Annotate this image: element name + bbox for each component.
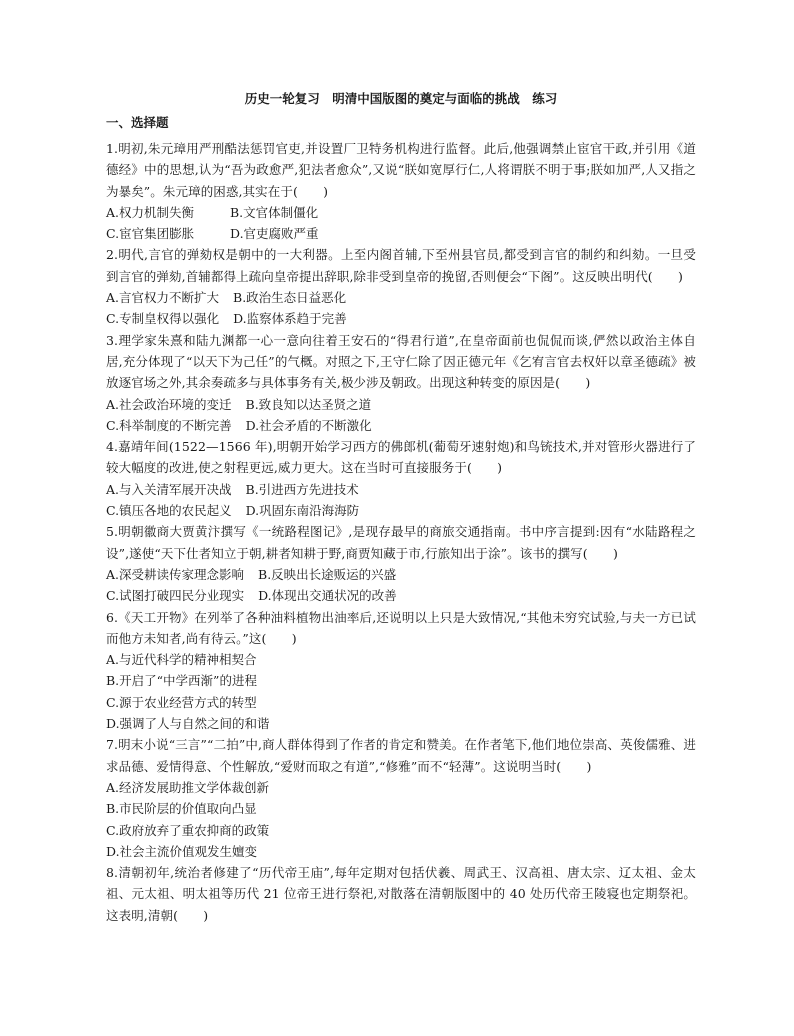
options — [106, 564, 696, 607]
option-b: B.开启了“中学西渐”的进程 — [106, 673, 257, 689]
option-row — [106, 394, 696, 415]
option-c: C.试图打破四民分业现实 — [106, 588, 245, 604]
question-2 — [106, 244, 696, 329]
option-d: D.巩固东南沿海海防 — [245, 503, 360, 519]
option-c: C.科举制度的不断完善 — [106, 417, 232, 433]
option-b: B.反映出长途贩运的兴盛 — [258, 566, 397, 582]
question-stem: 6.《天工开物》在列举了各种油料植物出油率后,还说明以上只是大致情况,“其他未穷究试验,与夫一方已试而他方未知者,尚有待云。”这( ) — [106, 609, 696, 646]
option-d: D.官吏腐败严重 — [230, 226, 319, 242]
option-row — [106, 308, 696, 329]
options — [106, 649, 696, 734]
option-row — [106, 415, 696, 436]
option-a: A.经济发展助推文学体裁创新 — [106, 779, 270, 795]
question-8 — [106, 862, 696, 926]
option-b: B.致良知以达圣贤之道 — [245, 396, 372, 412]
question-stem: 4.嘉靖年间(1522—1566 年),明朝开始学习西方的佛郎机(葡萄牙速射炮)和鸟铳技术,并对管形火器进行了较大幅度的改进,使之射程更远,威力更大。这在当时可直接服务于( ) — [106, 439, 696, 476]
option-b: B.市民阶层的价值取向凸显 — [106, 801, 257, 817]
option-row — [106, 500, 696, 521]
option-d: D.监察体系趋于完善 — [233, 311, 347, 327]
option-a: A.言官权力不断扩大 — [106, 290, 220, 306]
option-b: B.引进西方先进技术 — [245, 481, 359, 497]
section-heading: 一、选择题 — [106, 115, 169, 130]
question-6 — [106, 607, 696, 735]
option-b: B.政治生态日益恶化 — [233, 290, 347, 306]
options — [106, 777, 696, 862]
option-c: C.宦官集团膨胀 — [106, 226, 195, 242]
option-a: A.与近代科学的精神相契合 — [106, 652, 257, 668]
question-stem: 5.明朝徽商大贾黄汴撰写《一统路程图记》,是现存最早的商旅交通指南。书中序言提到:因有“水陆路程之设”,遂使“天下仕者知立于朝,耕者知耕于野,商贾知藏于市,行旅知出于涂”。该书的撰写( ) — [106, 524, 696, 561]
question-stem: 2.明代,言官的弹劾权是朝中的一大利器。上至内阁首辅,下至州县官员,都受到言官的制约和纠劾。一旦受到言官的弹劾,首辅都得上疏向皇帝提出辞职,除非受到皇帝的挽留,否则便会“下阁”。这反映出明代( ) — [106, 247, 696, 284]
question-stem: 8.清朝初年,统治者修建了“历代帝王庙”,每年定期对包括伏羲、周武王、汉高祖、唐太宗、辽太祖、金太祖、元太祖、明太祖等历代 21 位帝王进行祭祀,对散落在清朝版图中的 40 处历代帝王陵寝也定期祭祀。这表明,清朝( ) — [106, 865, 696, 923]
options — [106, 394, 696, 437]
options — [106, 479, 696, 522]
option-d: D.强调了人与自然之间的和谐 — [106, 716, 270, 732]
option-row — [106, 479, 696, 500]
option-c: C.源于农业经营方式的转型 — [106, 694, 257, 710]
question-3 — [106, 330, 696, 436]
question-stem: 1.明初,朱元璋用严刑酷法惩罚官吏,并设置厂卫特务机构进行监督。此后,他强调禁止宦官干政,并引用《道德经》中的思想,认为“吾为政愈严,犯法者愈众”,又说“朕如宽厚行仁,人将谓朕不明于事;朕如加严,人又指之为暴矣”。朱元璋的困惑,其实在于( ) — [106, 141, 696, 199]
option-a: A.与入关清军展开决战 — [106, 481, 232, 497]
document-page — [106, 90, 696, 926]
option-d: D.社会矛盾的不断激化 — [245, 417, 372, 433]
question-4 — [106, 436, 696, 521]
option-b: B.文官体制僵化 — [230, 204, 319, 220]
option-a: A.权力机制失衡 — [106, 204, 195, 220]
options — [106, 287, 696, 330]
option-c: C.专制皇权得以强化 — [106, 311, 220, 327]
option-row — [106, 223, 696, 244]
option-row — [106, 564, 696, 585]
question-5 — [106, 521, 696, 606]
option-a: A.社会政治环境的变迁 — [106, 396, 232, 412]
option-row — [106, 585, 696, 606]
page-title: 历史一轮复习 明清中国版图的奠定与面临的挑战 练习 — [244, 91, 558, 106]
option-row — [106, 202, 696, 223]
option-c: C.镇压各地的农民起义 — [106, 503, 232, 519]
question-1 — [106, 138, 696, 244]
question-stem: 3.理学家朱熹和陆九渊都一心一意向往着王安石的“得君行道”,在皇帝面前也侃侃而谈,俨然以政治主体自居,充分体现了“以天下为己任”的气概。对照之下,王守仁除了因正德元年《乞宥言官去权奸以章圣德疏》被放逐官场之外,其余奏疏多与具体事务有关,极少涉及朝政。出现这种转变的原因是( ) — [106, 332, 696, 391]
option-row — [106, 287, 696, 308]
option-d: D.社会主流价值观发生嬗变 — [106, 843, 258, 859]
options — [106, 202, 696, 245]
question-7 — [106, 734, 696, 862]
option-a: A.深受耕读传家理念影响 — [106, 566, 245, 582]
option-c: C.政府放弃了重农抑商的政策 — [106, 822, 270, 838]
question-stem: 7.明末小说“三言”“二拍”中,商人群体得到了作者的肯定和赞美。在作者笔下,他们地位崇高、英俊儒雅、进求品德、爱情得意、个性解放,“爱财而取之有道”,“修雅”而不“轻薄”。这说明当时( ) — [106, 737, 696, 774]
option-d: D.体现出交通状况的改善 — [258, 588, 397, 604]
